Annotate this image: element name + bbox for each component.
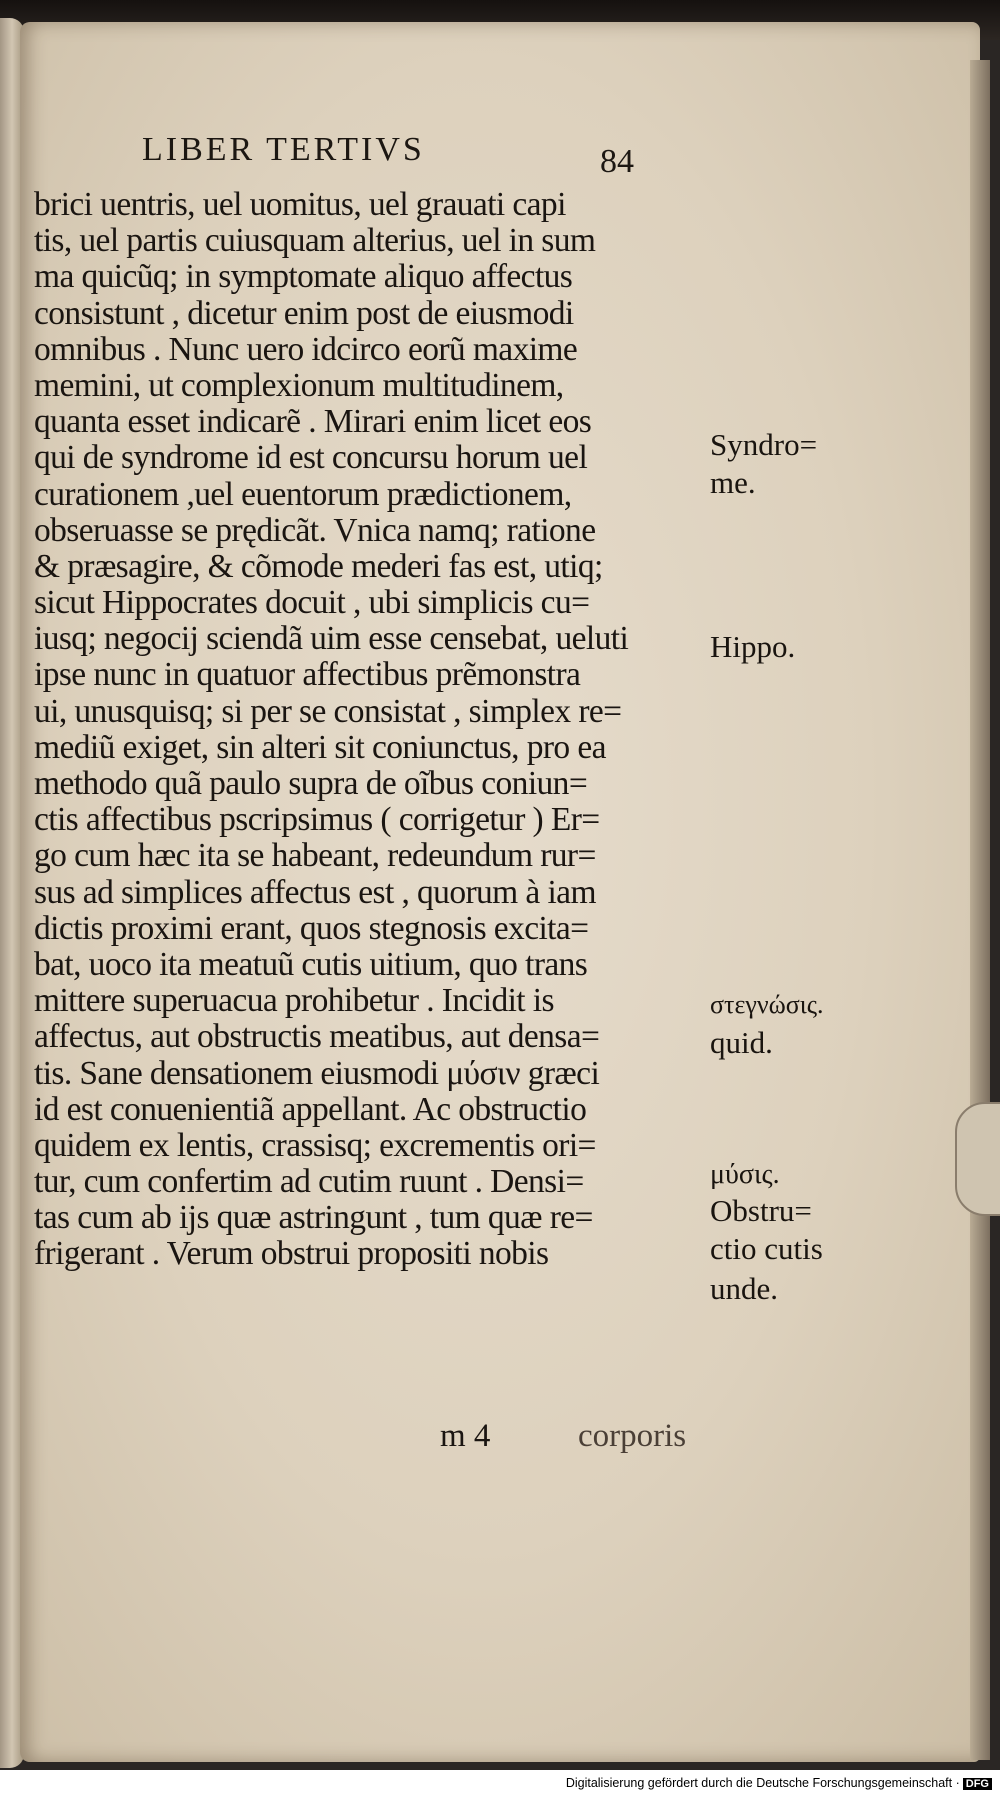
- text-line: brici uentris, uel uomitus, uel grauati capi: [34, 186, 566, 223]
- text-line: sus ad simplices affectus est , quorum à iam: [34, 873, 596, 911]
- footer-text: Digitalisierung gefördert durch die Deutsche Forschungsgemeinschaft ·: [565, 1776, 960, 1790]
- margin-note-greek-stegnosis: στεγνώσις.: [710, 990, 824, 1019]
- margin-note-obstructio: Obstru=: [710, 1193, 812, 1228]
- text-line: iusq; negocij sciendã uim esse censebat, ueluti: [34, 620, 629, 658]
- margin-note-hippo: Hippo.: [710, 629, 796, 664]
- running-title: LIBER TERTIVS: [142, 131, 425, 168]
- text-line: obseruasse se prędicãt. Vnica namq; ratione: [34, 511, 596, 549]
- margin-note-quid: quid.: [710, 1025, 773, 1060]
- text-line: id est conuenientiã appellant. Ac obstructio: [34, 1090, 587, 1128]
- text-line: frigerant . Verum obstrui propositi nobis: [34, 1235, 549, 1273]
- signature-mark: m 4: [440, 1418, 491, 1454]
- margin-note-obstructio-2: ctio cutis: [710, 1231, 823, 1266]
- text-line: tas cum ab ijs quæ astringunt , tum quæ re=: [34, 1199, 593, 1237]
- dfg-logo: DFG: [963, 1778, 992, 1790]
- text-line: & præsagire, & cõmode mederi fas est, utiq;: [34, 547, 603, 585]
- text-line: qui de syndrome id est concursu horum uel: [34, 439, 588, 477]
- margin-note-syndrome-2: me.: [710, 465, 756, 500]
- text-line: bat, uoco ita meatuũ cutis uitium, quo trans: [34, 945, 588, 983]
- text-line: tur, cum confertim ad cutim ruunt . Densi=: [34, 1163, 584, 1201]
- text-line: omnibus . Nunc uero idcirco eorũ maxime: [34, 330, 578, 368]
- text-line: tis. Sane densationem eiusmodi μύσιν græci: [34, 1054, 600, 1092]
- text-line: go cum hæc ita se habeant, redeundum rur=: [34, 837, 596, 875]
- text-line: mediũ exiget, sin alteri sit coniunctus, pro ea: [34, 728, 606, 766]
- text-line: ui, unusquisq; si per se consistat , simplex re=: [34, 692, 622, 730]
- body-text: [34, 187, 734, 1273]
- text-line: tis, uel partis cuiusquam alterius, uel in sum: [34, 222, 596, 260]
- right-page-edge: [970, 60, 990, 1760]
- footer-credit: [566, 1776, 992, 1790]
- text-line: mittere superuacua prohibetur . Incidit is: [34, 982, 554, 1020]
- margin-note-unde: unde.: [710, 1271, 779, 1306]
- text-line: methodo quã paulo supra de oĩbus coniun=: [34, 765, 588, 802]
- page-number: 84: [600, 143, 634, 180]
- margin-note-greek-mysis: μύσις.: [710, 1159, 780, 1190]
- text-line: affectus, aut obstructis meatibus, aut densa=: [34, 1018, 600, 1056]
- text-line: dictis proximi erant, quos stegnosis excita=: [34, 909, 589, 947]
- text-line: curationem ,uel euentorum prædictionem,: [34, 475, 572, 513]
- text-line: quanta esset indicarẽ . Mirari enim licet eos: [34, 403, 592, 441]
- text-line: ipse nunc in quatuor affectibus prẽmonstra: [34, 656, 581, 694]
- text-line: quidem ex lentis, crassisq; excrementis ori=: [34, 1126, 596, 1164]
- text-line: ma quicũq; in symptomate aliquo affectus: [34, 258, 573, 296]
- text-line: sicut Hippocrates docuit , ubi simplicis cu=: [34, 584, 590, 622]
- text-line: consistunt , dicetur enim post de eiusmodi: [34, 294, 574, 332]
- text-line: memini, ut complexionum multitudinem,: [34, 366, 564, 404]
- margin-note-syndrome: Syndro=: [710, 427, 818, 462]
- text-line: ctis affectibus pscripsimus ( corrigetur ) Er=: [34, 801, 600, 839]
- page-holder-clip: [955, 1102, 1000, 1216]
- catchword: corporis: [578, 1418, 687, 1454]
